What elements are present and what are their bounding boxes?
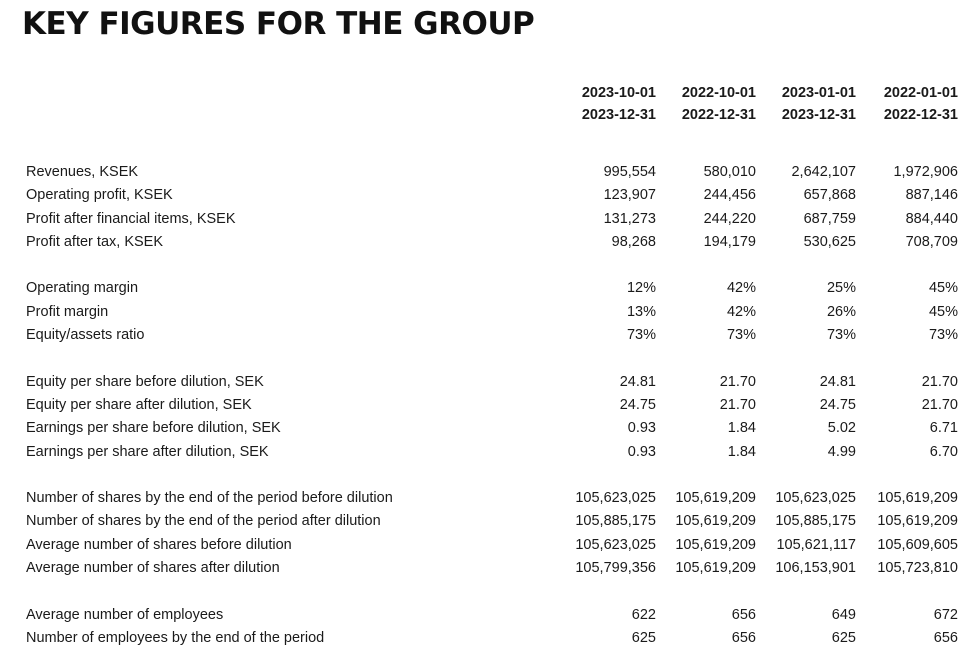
- header-row-period-end: [22, 104, 958, 126]
- group-spacer-cell: [22, 580, 958, 603]
- value-cell: 24.81: [819, 373, 856, 390]
- row-label: Average number of shares before dilution: [26, 536, 292, 553]
- row-label: Number of shares by the end of the period after dilution: [26, 513, 381, 530]
- value-cell: 672: [933, 606, 958, 623]
- value-cell: 105,621,117: [776, 536, 856, 553]
- table-row: [22, 534, 958, 557]
- value-cell: 687,759: [803, 210, 856, 227]
- value-cell: 42%: [726, 280, 756, 297]
- table-row: [22, 487, 958, 510]
- value-cell: 244,220: [703, 210, 756, 227]
- value-cell: 887,146: [905, 187, 958, 204]
- value-cell: 884,440: [905, 210, 958, 227]
- value-cell: 98,268: [611, 233, 656, 250]
- value-cell: 105,619,209: [877, 490, 958, 507]
- value-cell: 995,554: [603, 164, 656, 180]
- value-cell: 105,619,209: [675, 490, 756, 507]
- table-row: [22, 627, 958, 650]
- row-label: Average number of employees: [26, 606, 224, 623]
- table-row: [22, 277, 958, 300]
- header-row-period-start: [22, 82, 958, 104]
- value-cell: 1.84: [727, 443, 756, 460]
- value-cell: 105,799,356: [575, 560, 656, 577]
- group-spacer-row: [22, 126, 958, 161]
- value-cell: 625: [631, 629, 656, 646]
- table-row: [22, 324, 958, 347]
- period-start-date: 2022-10-01: [681, 85, 756, 101]
- value-cell: 105,623,025: [575, 490, 656, 507]
- group-spacer-row: [22, 254, 958, 277]
- value-cell: 105,623,025: [575, 536, 656, 553]
- row-label: Operating profit, KSEK: [26, 187, 173, 204]
- value-cell: 656: [731, 606, 756, 623]
- row-label: Number of shares by the end of the period before dilution: [26, 490, 393, 507]
- row-label: Equity/assets ratio: [26, 327, 145, 344]
- value-cell: 21.70: [921, 396, 958, 413]
- value-cell: 24.75: [619, 396, 656, 413]
- row-label: Equity per share before dilution, SEK: [26, 373, 264, 390]
- value-cell: 21.70: [719, 373, 756, 390]
- key-figures-table: [22, 82, 958, 650]
- group-spacer-cell: [22, 464, 958, 487]
- period-start-date: 2023-10-01: [581, 85, 656, 101]
- value-cell: 622: [631, 606, 656, 623]
- table-row: [22, 604, 958, 627]
- row-label: Number of employees by the end of the period: [26, 629, 325, 646]
- group-spacer-cell: [22, 254, 958, 277]
- value-cell: 73%: [726, 327, 756, 344]
- table-body: [22, 126, 958, 650]
- value-cell: 105,609,605: [877, 536, 958, 553]
- period-end-date: 2023-12-31: [781, 107, 856, 123]
- group-spacer-row: [22, 347, 958, 370]
- value-cell: 105,885,175: [775, 513, 856, 530]
- value-cell: 24.81: [619, 373, 656, 390]
- table-row: [22, 301, 958, 324]
- value-cell: 131,273: [603, 210, 656, 227]
- value-cell: 105,619,209: [877, 513, 958, 530]
- group-spacer-cell: [22, 347, 958, 370]
- row-label: Revenues, KSEK: [26, 164, 139, 180]
- header-spacer: [22, 82, 556, 104]
- period-end-date: 2023-12-31: [581, 107, 656, 123]
- value-cell: 105,619,209: [675, 536, 756, 553]
- value-cell: 194,179: [703, 233, 756, 250]
- value-cell: 123,907: [603, 187, 656, 204]
- value-cell: 656: [731, 629, 756, 646]
- value-cell: 2,642,107: [791, 164, 856, 180]
- group-spacer-cell: [22, 126, 958, 161]
- value-cell: 1,972,906: [893, 164, 958, 180]
- table-row: [22, 417, 958, 440]
- row-label: Profit after financial items, KSEK: [26, 210, 236, 227]
- row-label: Profit margin: [26, 303, 109, 320]
- value-cell: 24.75: [819, 396, 856, 413]
- value-cell: 657,868: [803, 187, 856, 204]
- value-cell: 5.02: [827, 420, 856, 437]
- value-cell: 244,456: [703, 187, 756, 204]
- value-cell: 105,623,025: [775, 490, 856, 507]
- period-start-date: 2022-01-01: [883, 85, 958, 101]
- value-cell: 580,010: [703, 164, 756, 180]
- table-row: [22, 231, 958, 254]
- group-spacer-row: [22, 464, 958, 487]
- row-label: Average number of shares after dilution: [26, 560, 280, 577]
- table-row: [22, 557, 958, 580]
- value-cell: 105,619,209: [675, 560, 756, 577]
- value-cell: 0.93: [627, 420, 656, 437]
- value-cell: 1.84: [727, 420, 756, 437]
- value-cell: 106,153,901: [775, 560, 856, 577]
- value-cell: 12%: [626, 280, 656, 297]
- value-cell: 13%: [626, 303, 656, 320]
- value-cell: 656: [933, 629, 958, 646]
- row-label: Earnings per share before dilution, SEK: [26, 420, 281, 437]
- table-row: [22, 208, 958, 231]
- value-cell: 105,885,175: [575, 513, 656, 530]
- value-cell: 4.99: [827, 443, 856, 460]
- page-title: KEY FIGURES FOR THE GROUP: [22, 6, 535, 42]
- value-cell: 73%: [826, 327, 856, 344]
- value-cell: 708,709: [905, 233, 958, 250]
- value-cell: 26%: [826, 303, 856, 320]
- table-row: [22, 184, 958, 207]
- value-cell: 42%: [726, 303, 756, 320]
- value-cell: 21.70: [921, 373, 958, 390]
- period-end-date: 2022-12-31: [883, 107, 958, 123]
- row-label: Equity per share after dilution, SEK: [26, 396, 252, 413]
- table-row: [22, 394, 958, 417]
- value-cell: 25%: [826, 280, 856, 297]
- period-end-date: 2022-12-31: [681, 107, 756, 123]
- table-header: [22, 82, 958, 126]
- value-cell: 105,619,209: [675, 513, 756, 530]
- value-cell: 6.71: [929, 420, 958, 437]
- row-label: Earnings per share after dilution, SEK: [26, 443, 269, 460]
- row-label: Operating margin: [26, 280, 139, 297]
- value-cell: 0.93: [627, 443, 656, 460]
- table-row: [22, 371, 958, 394]
- value-cell: 6.70: [929, 443, 958, 460]
- header-spacer: [22, 104, 556, 126]
- value-cell: 45%: [928, 280, 958, 297]
- table-row: [22, 161, 958, 184]
- value-cell: 45%: [928, 303, 958, 320]
- row-label: Profit after tax, KSEK: [26, 233, 163, 250]
- value-cell: 73%: [928, 327, 958, 344]
- period-start-date: 2023-01-01: [781, 85, 856, 101]
- table-row: [22, 441, 958, 464]
- value-cell: 73%: [626, 327, 656, 344]
- value-cell: 21.70: [719, 396, 756, 413]
- value-cell: 530,625: [803, 233, 856, 250]
- value-cell: 649: [831, 606, 856, 623]
- group-spacer-row: [22, 580, 958, 603]
- value-cell: 105,723,810: [877, 560, 958, 577]
- table-row: [22, 510, 958, 533]
- value-cell: 625: [831, 629, 856, 646]
